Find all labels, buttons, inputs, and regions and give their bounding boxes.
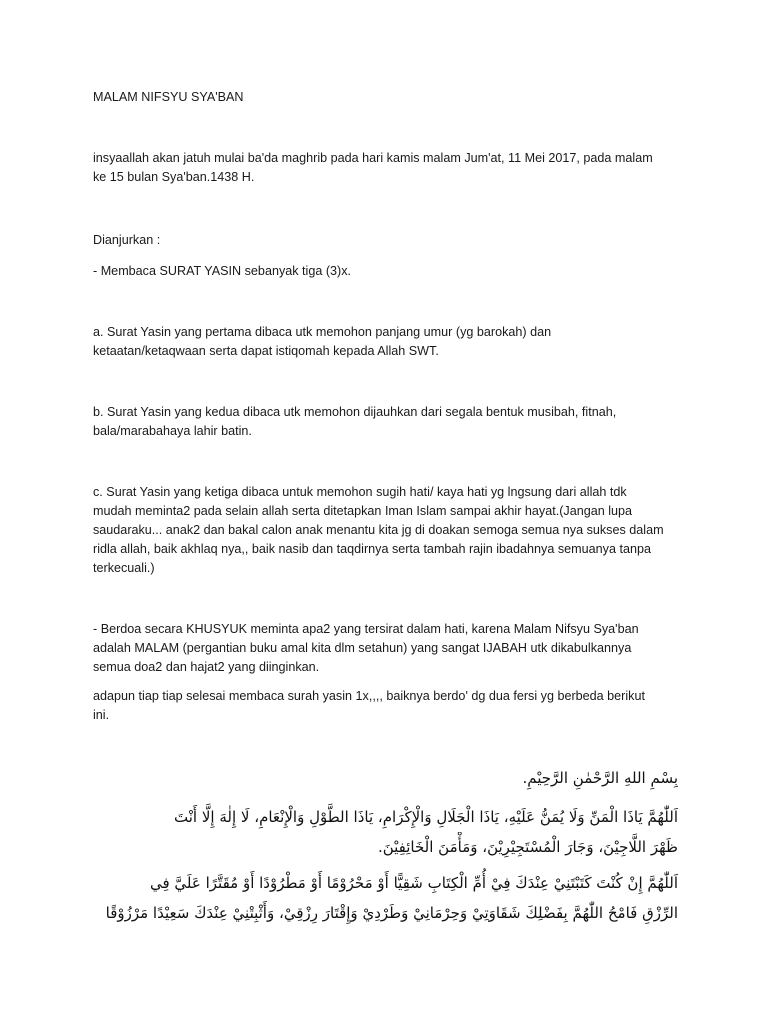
point-c-line: saudaraku... anak2 dan bakal calon anak menantu kita jg di doakan semoga semua nya sukses dalam <box>93 523 664 537</box>
arabic-line: اَللّٰهُمَّ يَاذَا الْمَنِّ وَلَا يُمَنُّ عَلَيْهِ، يَاذَا الْجَلَالِ وَالْإِكْرَامِ، يَاذَا الطَّوْلِ وَالْإِنْعَامِ، لَا إِلٰهَ إِلَّا أَنْتَ <box>174 808 678 826</box>
document-title: MALAM NIFSYU SYA'BAN <box>93 90 244 104</box>
arabic-line: اَللّٰهُمَّ إِنْ كُنْتَ كَتَبْتَنِيْ عِنْدَكَ فِيْ أُمِّ الْكِتَابِ شَقِيًّا أَوْ مَحْرُوْمًا أَوْ مَطْرُوْدًا أَوْ مُقَتَّرًا عَلَيَّ فِي <box>149 874 678 892</box>
yasin-instruction: - Membaca SURAT YASIN sebanyak tiga (3)x. <box>93 264 352 278</box>
intro-line: insyaallah akan jatuh mulai ba'da maghrib pada hari kamis malam Jum'at, 11 Mei 2017, pada malam <box>93 151 653 165</box>
point-b-line: bala/marabahaya lahir batin. <box>93 424 252 438</box>
closing-note-line: adapun tiap tiap selesai membaca surah yasin 1x,,,, baiknya berdo' dg dua fersi yg berbeda berikut <box>93 689 645 703</box>
arabic-basmalah-line: بِسْمِ اللهِ الرَّحْمٰنِ الرَّحِيْمِ. <box>522 769 678 787</box>
prayer-instruction-line: - Berdoa secara KHUSYUK meminta apa2 yang tersirat dalam hati, karena Malam Nifsyu Sya'ban <box>93 622 639 636</box>
point-c-paragraph <box>93 483 683 578</box>
prayer-instruction-line: semua doa2 dan hajat2 yang diinginkan. <box>93 660 320 674</box>
point-c-line: mudah meminta2 pada selain allah serta ditetapkan Iman Islam sampai akhir hayat.(Jangan lupa <box>93 504 633 518</box>
intro-paragraph <box>93 149 683 187</box>
point-c-line: c. Surat Yasin yang ketiga dibaca untuk memohon sugih hati/ kaya hati yg lngsung dari allah tdk <box>93 485 627 499</box>
point-a-line: a. Surat Yasin yang pertama dibaca utk memohon panjang umur (yg barokah) dan <box>93 325 552 339</box>
point-a-paragraph <box>93 323 683 361</box>
closing-note-line: ini. <box>93 708 110 722</box>
point-c-line: ridla allah, baik akhlaq nya,, baik nasib dan taqdirnya serta tambah rajin ibadahnya semuanya tanpa <box>93 542 651 556</box>
point-b-paragraph <box>93 403 683 441</box>
point-b-line: b. Surat Yasin yang kedua dibaca utk memohon dijauhkan dari segala bentuk musibah, fitnah, <box>93 405 617 419</box>
closing-note-paragraph <box>93 687 683 725</box>
intro-line: ke 15 bulan Sya'ban.1438 H. <box>93 170 255 184</box>
prayer-instruction-line: adalah MALAM (pergantian buku amal kita dlm setahun) yang sangat IJABAH utk dikabulkannya <box>93 641 632 655</box>
arabic-basmalah <box>93 763 678 793</box>
arabic-line: ظَهْرَ اللَّاجِيْنَ، وَجَارَ الْمُسْتَجِيْرِيْنَ، وَمَأْمَنَ الْخَائِفِيْنَ. <box>377 838 678 856</box>
arabic-line: الرِّزْقِ فَامْحُ اللّٰهُمَّ بِفَضْلِكَ شَقَاوَتِيْ وَحِرْمَانِيْ وَطَرْدِيْ وَإِقْتَارَ رِزْقِيْ، وَأَثْبِتْنِيْ عِنْدَكَ سَعِيْدًا مَرْزُوْقًا <box>105 904 678 922</box>
prayer-instruction-paragraph <box>93 620 683 677</box>
arabic-paragraph-1 <box>93 802 678 862</box>
point-c-line: terkecuali.) <box>93 561 155 575</box>
recommended-heading: Dianjurkan : <box>93 233 161 247</box>
arabic-paragraph-2 <box>93 868 678 928</box>
point-a-line: ketaatan/ketaqwaan serta dapat istiqomah kepada Allah SWT. <box>93 344 439 358</box>
